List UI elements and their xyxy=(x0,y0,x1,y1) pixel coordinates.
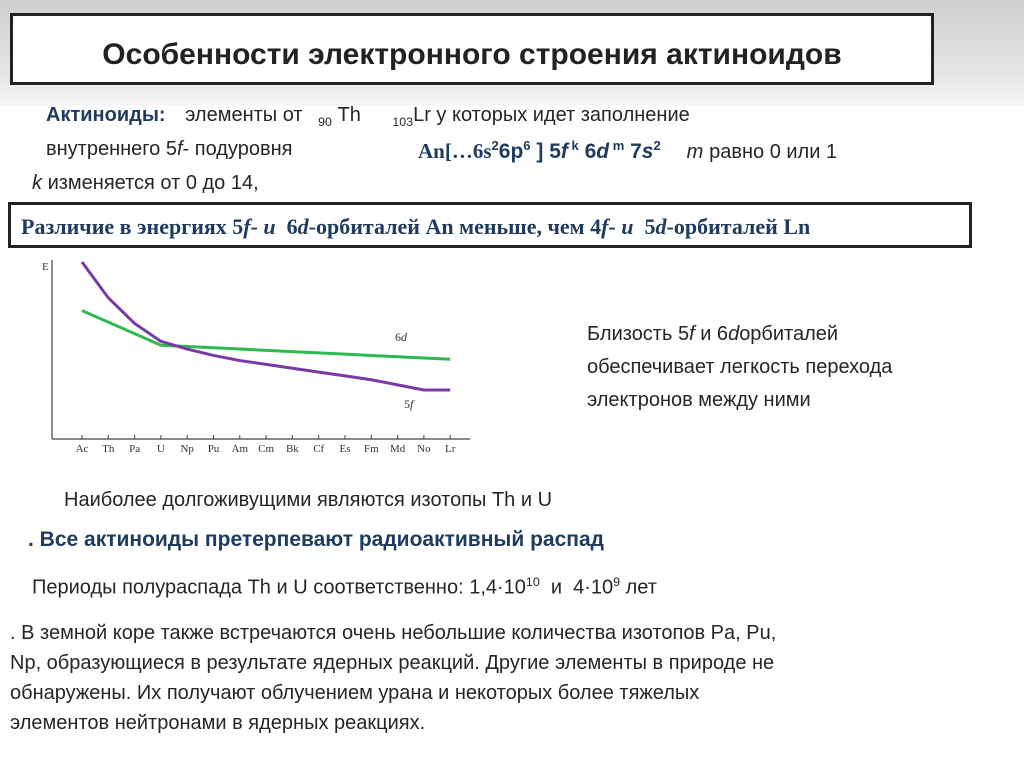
note-line-2: обеспечивает легкость перехода xyxy=(587,356,893,378)
x-tick-label-md: Md xyxy=(389,443,406,455)
note-line-3: электронов между ними xyxy=(587,389,811,411)
formula-p: 6p xyxy=(498,140,524,163)
proximity-note xyxy=(587,318,892,417)
x-tick-label-pu: Pu xyxy=(207,443,220,455)
radioactive-text: . Все актиноиды претерпевают радиоактивный распад xyxy=(28,528,604,551)
x-tick-label-cm: Cm xyxy=(258,443,275,455)
th-number: 90 xyxy=(318,115,332,129)
formula-prefix: An[…6s xyxy=(418,139,492,163)
x-tick-label-lr: Lr xyxy=(445,443,456,455)
diff-part: - и xyxy=(250,214,276,239)
diff-part: Различие в энергиях 5 xyxy=(21,214,244,239)
formula-d-num: 6 xyxy=(578,140,597,163)
x-tick-label-cf: Cf xyxy=(313,443,325,455)
lr-number: 103 xyxy=(392,115,414,129)
formula-sup: 6 xyxy=(523,138,531,153)
series-label-5f xyxy=(404,397,415,411)
diff-d2: d xyxy=(655,214,667,239)
lr-text: Lr у которых идет заполнение xyxy=(413,104,690,126)
y-axis-label: E xyxy=(42,261,49,273)
x-tick-label-ac: Ac xyxy=(75,443,89,455)
formula-s: s xyxy=(641,140,654,163)
formula-f: f xyxy=(560,140,568,163)
series-label-letter: f xyxy=(410,397,414,411)
difference-box xyxy=(8,202,972,248)
x-tick-label-no: No xyxy=(417,443,431,455)
formula-sup: 2 xyxy=(491,138,499,153)
paragraph-line: . В земной коре также встречаются очень небольшие количества изотопов Pa, Pu, xyxy=(10,622,777,644)
title-box xyxy=(10,13,934,85)
page-title: Особенности электронного строения актиноидов xyxy=(102,38,842,71)
note-f: f xyxy=(689,323,695,345)
halflife-text xyxy=(32,575,657,600)
sublevel-end: - подуровня xyxy=(182,138,293,160)
series-label-num: 5 xyxy=(404,397,410,411)
note-part: орбиталей xyxy=(739,323,839,345)
isotopes-text: Наиболее долгоживущими являются изотопы Th и U xyxy=(64,489,553,511)
formula-sup: 2 xyxy=(653,138,661,153)
series-line-5f xyxy=(82,262,450,390)
k-line xyxy=(32,172,259,195)
earth-crust-paragraph xyxy=(10,618,970,738)
diff-part: - и xyxy=(608,214,634,239)
x-tick-label-es: Es xyxy=(339,443,351,455)
note-part: Близость 5 xyxy=(587,323,690,345)
halflife-exp: 10 xyxy=(525,575,540,589)
diff-f: f xyxy=(243,214,251,239)
series-label-letter: d xyxy=(401,330,407,344)
definition-line-1 xyxy=(46,104,690,129)
difference-text xyxy=(21,214,810,240)
note-part: и 6 xyxy=(694,323,729,345)
th-symbol: Th xyxy=(337,104,361,126)
diff-d: d xyxy=(297,214,309,239)
paragraph-line: обнаружены. Их получают облучением урана и некоторых более тяжелых xyxy=(10,682,700,704)
definition-text: элементы от xyxy=(185,104,303,126)
paragraph-line: Np, образующиеся в результате ядерных реакций. Другие элементы в природе не xyxy=(10,652,775,674)
diff-part: -орбиталей An меньше, чем xyxy=(308,214,585,239)
halflife-part: лет xyxy=(620,576,657,599)
paragraph-line: элементов нейтронами в ядерных реакциях. xyxy=(10,712,426,734)
x-tick-label-th: Th xyxy=(102,443,115,455)
k-text: изменяется от 0 до 14, xyxy=(47,172,259,194)
formula-close: ] 5 xyxy=(530,140,561,163)
x-tick-label-fm: Fm xyxy=(363,443,379,455)
electron-formula xyxy=(418,138,837,164)
halflife-exp: 9 xyxy=(613,575,621,589)
diff-part: 5 xyxy=(644,214,656,239)
m-variable: m xyxy=(686,141,704,163)
x-tick-label-u: U xyxy=(156,443,165,455)
x-tick-label-pa: Pa xyxy=(129,443,141,455)
halflife-part: и 4·10 xyxy=(539,576,614,599)
note-d: d xyxy=(728,323,740,345)
x-tick-label-np: Np xyxy=(180,443,194,455)
m-text: равно 0 или 1 xyxy=(709,141,838,163)
sublevel-text: внутреннего 5 xyxy=(46,138,177,160)
halflife-part: Периоды полураспада Th и U соответственно: 1,4·10 xyxy=(32,576,526,599)
energy-chart xyxy=(30,250,480,465)
series-label-6d xyxy=(395,330,408,344)
sublevel-f: f xyxy=(176,138,183,160)
diff-part: -орбиталей Ln xyxy=(666,214,811,239)
x-tick-label-bk: Bk xyxy=(285,443,299,455)
diff-part: 4 xyxy=(590,214,602,239)
diff-f2: f xyxy=(601,214,609,239)
formula-sup: m xyxy=(609,138,625,153)
definition-label: Актиноиды: xyxy=(46,104,166,126)
x-tick-label-am: Am xyxy=(231,443,249,455)
formula-s-num: 7 xyxy=(624,140,642,163)
formula-sup: k xyxy=(567,138,579,153)
series-label-num: 6 xyxy=(395,330,401,344)
diff-part: 6 xyxy=(286,214,298,239)
k-variable: k xyxy=(32,172,42,194)
definition-line-2 xyxy=(46,138,292,161)
formula-d: d xyxy=(596,140,610,163)
